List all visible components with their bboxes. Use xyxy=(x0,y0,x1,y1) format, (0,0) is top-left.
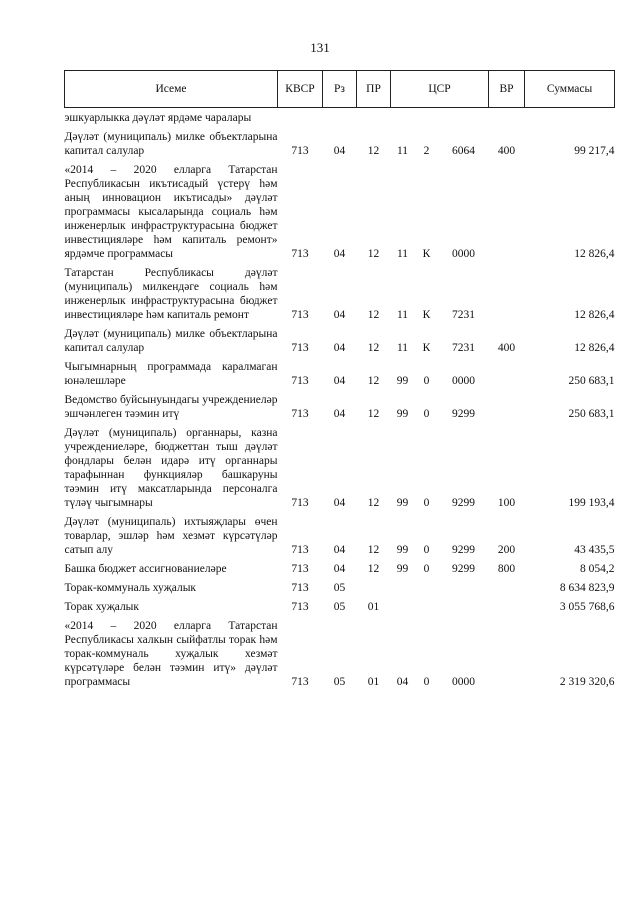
cell-kvsr: 713 xyxy=(291,145,309,157)
cell-kvsr: 713 xyxy=(291,408,309,420)
cell-kvsr: 713 xyxy=(291,601,309,613)
cell-sum: 12 826,4 xyxy=(574,309,615,321)
cell-c1: 99 xyxy=(396,375,409,387)
cell-vr xyxy=(489,160,525,263)
header-name: Исеме xyxy=(65,71,278,108)
cell-kvsr: 713 xyxy=(291,342,309,354)
cell-c1: 04 xyxy=(396,676,409,688)
cell-kvsr: 713 xyxy=(291,248,309,260)
cell-c3: 9299 xyxy=(452,544,476,556)
cell-c3: 6064 xyxy=(452,145,476,157)
cell-c2: 0 xyxy=(423,375,430,387)
cell-c1 xyxy=(391,108,415,128)
cell-sum: 250 683,1 xyxy=(568,375,615,387)
cell-sum: 3 055 768,6 xyxy=(559,601,615,613)
cell-c1: 11 xyxy=(396,145,409,157)
cell-rz xyxy=(323,108,357,128)
cell-name: «2014 – 2020 елларга Татарстан Республикасын икътисадый үстерү һәм аның инновацион икътисады» дәүләт программасы кысаларында социаль һәм инженерлык инфраструктурасына бюджет инвестицияләре һәм капиталь ремонт» ярдәмче программасы xyxy=(64,164,278,260)
header-pr: ПР xyxy=(357,71,391,108)
cell-vr: 400 xyxy=(497,342,516,354)
cell-c2: К xyxy=(422,342,431,354)
cell-c2: 0 xyxy=(423,408,430,420)
cell-name: «2014 – 2020 елларга Татарстан Республикасы халкын сыйфатлы торак һәм торак-коммуналь хуҗалык хезмәт күрсәтүләре белән тәэмин итү» дәүләт программасы xyxy=(64,620,278,688)
cell-c1: 11 xyxy=(396,342,409,354)
cell-vr xyxy=(489,263,525,324)
cell-kvsr: 713 xyxy=(291,309,309,321)
cell-name: эшкуарлыкка дәүләт ярдәме чаралары xyxy=(64,112,252,124)
cell-c3 xyxy=(439,108,489,128)
budget-table xyxy=(64,70,615,691)
cell-c3: 9299 xyxy=(452,563,476,575)
cell-pr: 01 xyxy=(367,601,380,613)
cell-rz: 05 xyxy=(333,601,346,613)
cell-c3: 7231 xyxy=(452,309,476,321)
cell-rz: 05 xyxy=(333,676,346,688)
cell-pr: 12 xyxy=(367,342,380,354)
cell-sum: 12 826,4 xyxy=(574,248,615,260)
table-row xyxy=(65,390,615,423)
cell-vr: 100 xyxy=(497,497,516,509)
header-kvsr: КВСР xyxy=(278,71,323,108)
cell-c2: К xyxy=(422,309,431,321)
cell-c2: 0 xyxy=(423,676,430,688)
cell-vr xyxy=(489,616,525,691)
cell-pr: 12 xyxy=(367,408,380,420)
cell-rz: 04 xyxy=(333,497,346,509)
table-row xyxy=(65,597,615,616)
cell-kvsr: 713 xyxy=(291,544,309,556)
cell-c2: 0 xyxy=(423,544,430,556)
cell-sum: 12 826,4 xyxy=(574,342,615,354)
cell-sum: 43 435,5 xyxy=(574,544,615,556)
table-row xyxy=(65,357,615,390)
cell-c1 xyxy=(391,597,415,616)
cell-sum: 8 634 823,9 xyxy=(559,582,615,594)
cell-kvsr: 713 xyxy=(291,582,309,594)
cell-rz: 04 xyxy=(333,563,346,575)
table-row xyxy=(65,512,615,559)
table-row xyxy=(65,324,615,357)
cell-name: Дәүләт (муниципаль) милке объектларына капитал салулар xyxy=(64,131,278,157)
cell-name: Татарстан Республикасы дәүләт (муниципаль) милкендәге социаль һәм инженерлык инфраструктурасына бюджет инвестицияләре һәм капиталь ремонт xyxy=(64,267,278,321)
cell-c2: К xyxy=(422,248,431,260)
cell-rz: 05 xyxy=(333,582,346,594)
cell-c2 xyxy=(415,597,439,616)
cell-kvsr: 713 xyxy=(291,676,309,688)
cell-kvsr: 713 xyxy=(291,375,309,387)
cell-name: Дәүләт (муниципаль) милке объектларына капитал салулар xyxy=(64,328,278,354)
cell-name: Торак хуҗалык xyxy=(64,601,139,613)
cell-rz: 04 xyxy=(333,544,346,556)
cell-sum: 199 193,4 xyxy=(568,497,615,509)
cell-pr: 12 xyxy=(367,544,380,556)
cell-vr: 200 xyxy=(497,544,516,556)
cell-vr: 400 xyxy=(497,145,516,157)
cell-vr xyxy=(489,597,525,616)
table-header-row xyxy=(65,71,615,108)
cell-rz: 04 xyxy=(333,342,346,354)
cell-kvsr xyxy=(278,108,323,128)
cell-c2: 0 xyxy=(423,497,430,509)
cell-c3 xyxy=(439,597,489,616)
table-row xyxy=(65,423,615,512)
cell-pr: 12 xyxy=(367,309,380,321)
header-sum: Суммасы xyxy=(525,71,615,108)
cell-pr xyxy=(357,108,391,128)
cell-rz: 04 xyxy=(333,309,346,321)
table-row xyxy=(65,263,615,324)
cell-vr xyxy=(489,578,525,597)
cell-vr xyxy=(489,357,525,390)
table-row xyxy=(65,160,615,263)
cell-name: Ведомство буйсынуындагы учреждениеләр эшчәнлеген тәэмин итү xyxy=(64,394,278,420)
cell-rz: 04 xyxy=(333,375,346,387)
cell-sum xyxy=(525,108,615,128)
cell-c3: 9299 xyxy=(452,408,476,420)
cell-name: Дәүләт (муниципаль) ихтыяҗлары өчен товарлар, эшләр һәм хезмәт күрсәтүләр сатып алу xyxy=(64,516,278,556)
cell-name: Башка бюджет ассигнованиеләре xyxy=(64,563,227,575)
cell-kvsr: 713 xyxy=(291,563,309,575)
table-row xyxy=(65,108,615,128)
header-csr: ЦСР xyxy=(391,71,489,108)
cell-c3: 0000 xyxy=(452,676,476,688)
cell-vr xyxy=(489,390,525,423)
cell-rz: 04 xyxy=(333,248,346,260)
table-row xyxy=(65,578,615,597)
header-vr: ВР xyxy=(489,71,525,108)
cell-sum: 2 319 320,6 xyxy=(559,676,615,688)
table-row xyxy=(65,559,615,578)
cell-c3: 0000 xyxy=(452,248,476,260)
cell-c1 xyxy=(391,578,415,597)
page-number: 131 xyxy=(310,40,330,55)
table-row xyxy=(65,127,615,160)
cell-vr xyxy=(489,108,525,128)
cell-c3: 7231 xyxy=(452,342,476,354)
cell-vr: 800 xyxy=(497,563,516,575)
cell-c1: 99 xyxy=(396,563,409,575)
cell-pr: 12 xyxy=(367,497,380,509)
cell-c3: 0000 xyxy=(452,375,476,387)
cell-c1: 11 xyxy=(396,309,409,321)
cell-sum: 99 217,4 xyxy=(574,145,615,157)
cell-c2: 2 xyxy=(423,145,430,157)
cell-sum: 250 683,1 xyxy=(568,408,615,420)
cell-c1: 99 xyxy=(396,408,409,420)
cell-name: Дәүләт (муниципаль) органнары, казна учреждениеләре, бюджеттан тыш дәүләт фондлары белән идарә итү органнары тарафыннан функцияләр башкаруны тәэмин итү максатларында персоналга түләү чыгымнары xyxy=(64,427,278,509)
cell-c3 xyxy=(439,578,489,597)
cell-pr xyxy=(357,578,391,597)
cell-c2 xyxy=(415,108,439,128)
cell-c2 xyxy=(415,578,439,597)
table-row xyxy=(65,616,615,691)
cell-pr: 12 xyxy=(367,375,380,387)
cell-sum: 8 054,2 xyxy=(580,563,615,575)
cell-pr: 12 xyxy=(367,563,380,575)
cell-name: Чыгымнарның программада каралмаган юнәлешләре xyxy=(64,361,278,387)
cell-c2: 0 xyxy=(423,563,430,575)
header-rz: Рз xyxy=(323,71,357,108)
cell-rz: 04 xyxy=(333,145,346,157)
cell-kvsr: 713 xyxy=(291,497,309,509)
cell-pr: 12 xyxy=(367,145,380,157)
cell-rz: 04 xyxy=(333,408,346,420)
cell-name: Торак-коммуналь хуҗалык xyxy=(64,582,197,594)
cell-c1: 99 xyxy=(396,544,409,556)
cell-c1: 11 xyxy=(396,248,409,260)
cell-pr: 01 xyxy=(367,676,380,688)
cell-c1: 99 xyxy=(396,497,409,509)
cell-c3: 9299 xyxy=(452,497,476,509)
cell-pr: 12 xyxy=(367,248,380,260)
